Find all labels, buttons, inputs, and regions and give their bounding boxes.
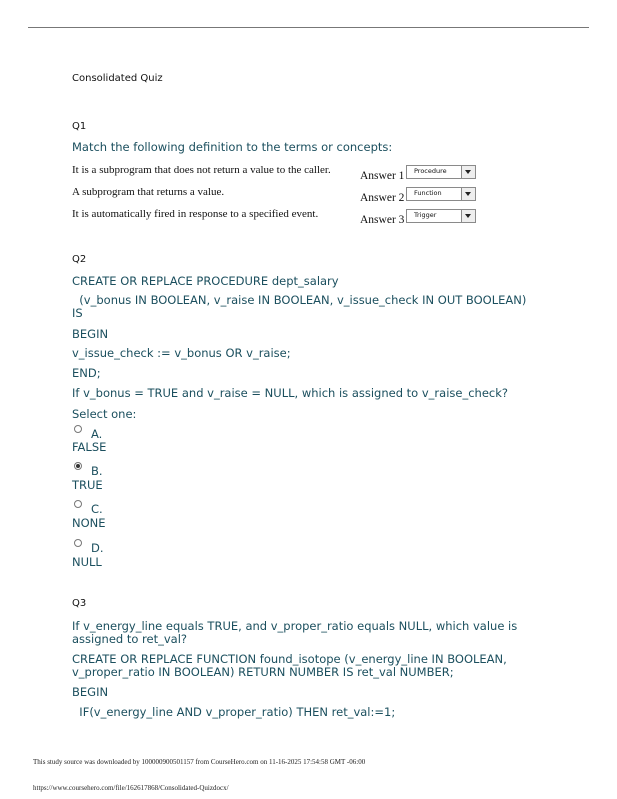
q3-line-3: CREATE OR REPLACE FUNCTION found_isotope (v_energy_line IN BOOLEAN, xyxy=(72,652,507,666)
option-b-letter: B. xyxy=(91,464,103,478)
q2-line-5: v_issue_check := v_bonus OR v_raise; xyxy=(72,346,291,360)
q1-definition-1: It is a subprogram that does not return a value to the caller. xyxy=(72,164,331,176)
q1-label: Q1 xyxy=(72,121,87,132)
q1-prompt: Match the following definition to the terms or concepts: xyxy=(72,140,393,154)
q1-answer-select-3[interactable] xyxy=(406,209,476,223)
q3-line-6: IF(v_energy_line AND v_proper_ratio) THEN ret_val:=1; xyxy=(72,705,396,719)
q1-answer-value-3: Trigger xyxy=(414,211,437,219)
q2-question: If v_bonus = TRUE and v_raise = NULL, which is assigned to v_raise_check? xyxy=(72,386,508,400)
option-a-text: FALSE xyxy=(72,440,107,454)
q1-answer-value-1: Procedure xyxy=(414,167,447,175)
q1-answer-label-1: Answer 1 xyxy=(360,170,405,182)
option-c-letter: C. xyxy=(91,502,103,516)
download-note: This study source was downloaded by 100000900501157 from CourseHero.com on 11-16-2025 17:54:58 GMT -06:00 xyxy=(33,758,366,766)
q1-answer-select-2[interactable] xyxy=(406,187,476,201)
q2-line-1: CREATE OR REPLACE PROCEDURE dept_salary xyxy=(72,274,339,288)
q1-answer-label-3: Answer 3 xyxy=(360,214,405,226)
top-divider xyxy=(28,27,589,28)
q1-answer-select-1[interactable] xyxy=(406,165,476,179)
q2-line-4: BEGIN xyxy=(72,327,109,341)
chevron-down-icon[interactable] xyxy=(461,188,475,200)
q1-definition-3: It is automatically fired in response to a specified event. xyxy=(72,208,319,220)
q1-definition-2: A subprogram that returns a value. xyxy=(72,186,225,198)
option-b-text: TRUE xyxy=(72,478,103,492)
option-a-letter: A. xyxy=(91,427,103,441)
option-a-radio[interactable] xyxy=(74,425,82,433)
option-c-radio[interactable] xyxy=(74,500,82,508)
chevron-down-icon[interactable] xyxy=(461,210,475,222)
q2-line-6: END; xyxy=(72,366,101,380)
document-title: Consolidated Quiz xyxy=(72,73,163,84)
chevron-down-icon[interactable] xyxy=(461,166,475,178)
option-d-text: NULL xyxy=(72,555,102,569)
q1-answer-value-2: Function xyxy=(414,189,442,197)
option-b-radio[interactable] xyxy=(74,462,82,470)
option-c-text: NONE xyxy=(72,516,106,530)
option-d-letter: D. xyxy=(91,541,104,555)
q3-line-1: If v_energy_line equals TRUE, and v_proper_ratio equals NULL, which value is xyxy=(72,619,518,633)
q3-line-5: BEGIN xyxy=(72,685,109,699)
q2-line-2: (v_bonus IN BOOLEAN, v_raise IN BOOLEAN, v_issue_check IN OUT BOOLEAN) xyxy=(72,293,527,307)
q1-answer-label-2: Answer 2 xyxy=(360,192,405,204)
q2-select-one: Select one: xyxy=(72,407,137,421)
option-d-radio[interactable] xyxy=(74,539,82,547)
q3-label: Q3 xyxy=(72,598,87,609)
source-url[interactable]: https://www.coursehero.com/file/162617868/Consolidated-Quizdocx/ xyxy=(33,784,229,792)
q2-label: Q2 xyxy=(72,254,87,265)
q3-line-4: v_proper_ratio IN BOOLEAN) RETURN NUMBER IS ret_val NUMBER; xyxy=(72,665,454,679)
q2-line-3: IS xyxy=(72,306,83,320)
q3-line-2: assigned to ret_val? xyxy=(72,632,188,646)
